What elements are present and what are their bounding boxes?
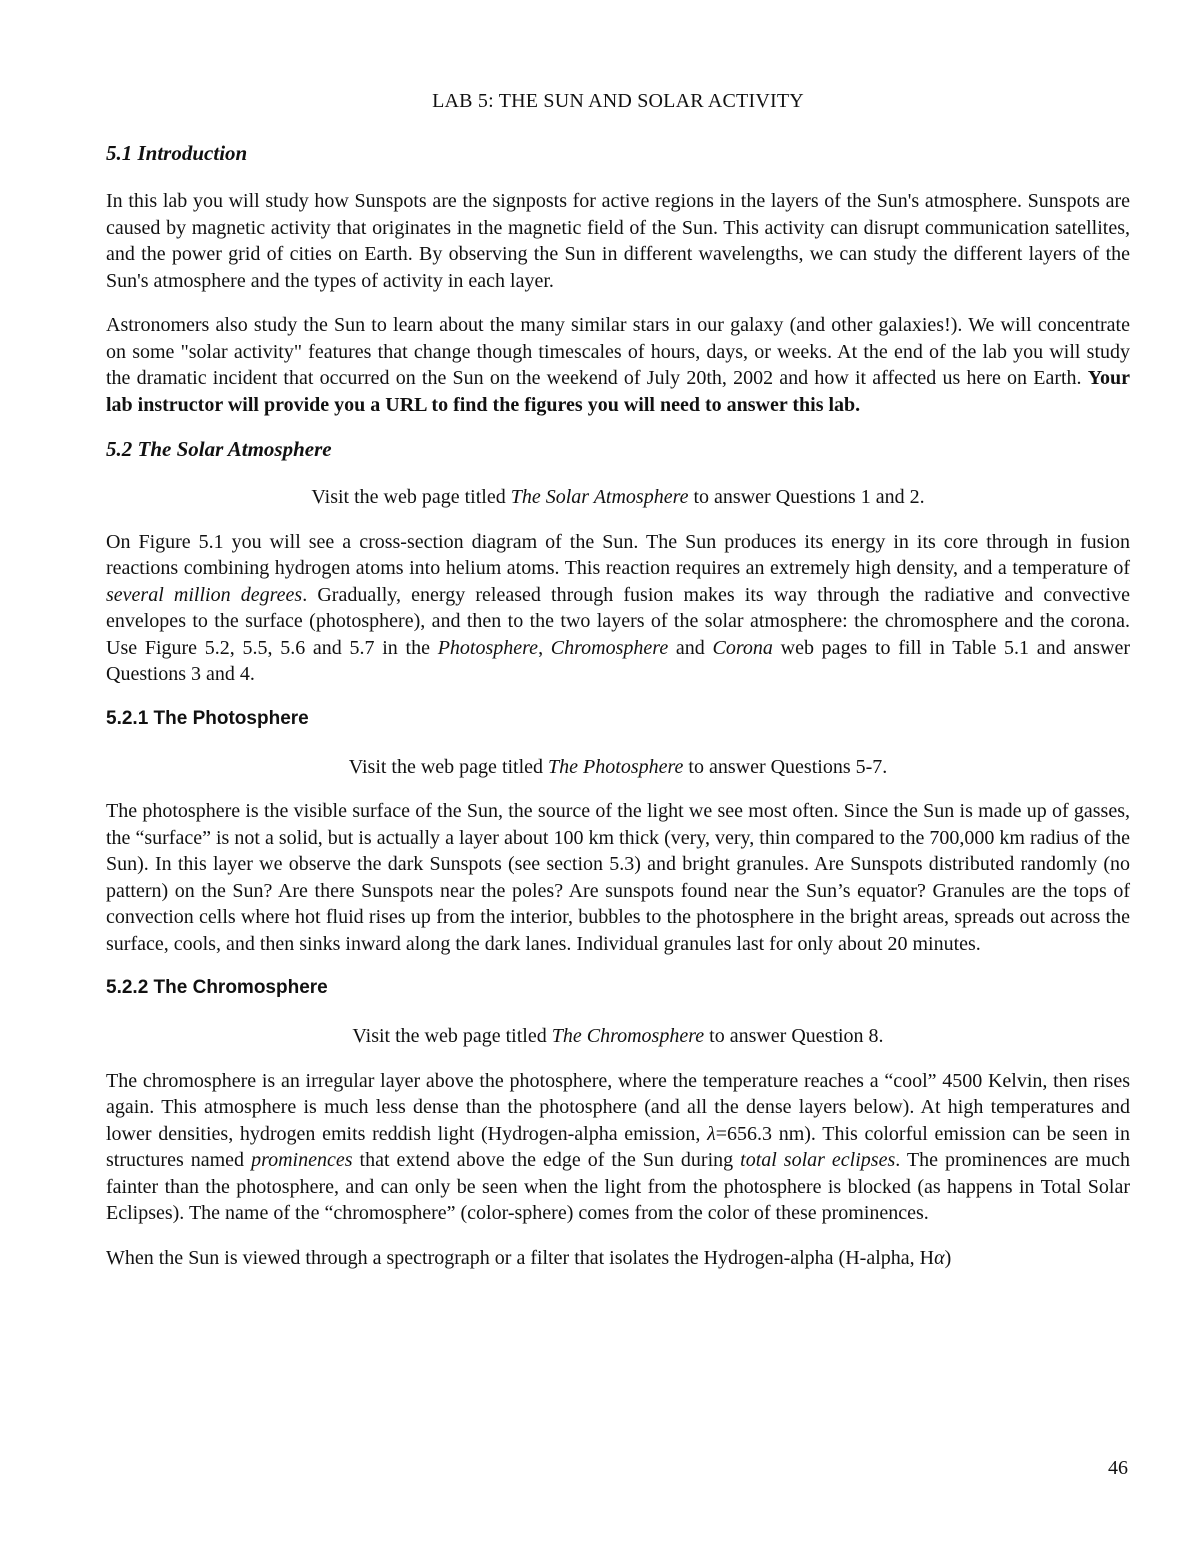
intro-paragraph-2-text: Astronomers also study the Sun to learn about the many similar stars in our galaxy (and other galaxies!). We will concentrate on some "solar activity" features that change though timescales of hours, days, or weeks. At the end of the lab you will study the dramatic incident that occurred on the Sun on the weekend of July 20th, 2002 and how it affected us here on Earth. bbox=[106, 314, 1130, 389]
text-run: ) bbox=[944, 1246, 952, 1269]
visit-text: Visit the web page titled bbox=[311, 486, 511, 508]
text-run: , bbox=[538, 636, 551, 659]
document-page bbox=[106, 88, 1130, 1289]
solar-atmosphere-paragraph bbox=[106, 529, 1130, 688]
visit-text: to answer Question 8. bbox=[704, 1025, 884, 1047]
visit-text: Visit the web page titled bbox=[348, 755, 549, 778]
visit-page-title: The Chromosphere bbox=[551, 1025, 705, 1047]
section-5-2-heading: 5.2 The Solar Atmosphere bbox=[106, 437, 332, 461]
visit-text: to answer Questions 1 and 2. bbox=[688, 486, 925, 508]
text-run: On Figure 5.1 you will see a cross-section diagram of the Sun. The Sun produces its energy in its core through in fusion reactions combining hydrogen atoms into helium atoms. This reaction requires an extremely high density, and a temperature of bbox=[106, 530, 1130, 579]
emphasis: prominences bbox=[251, 1149, 353, 1171]
emphasis: total solar eclipses bbox=[740, 1149, 896, 1171]
section-5-1-heading: 5.1 Introduction bbox=[106, 141, 248, 165]
spectrograph-paragraph bbox=[106, 1245, 1130, 1272]
section-5-2-2-visit-line bbox=[106, 1023, 1130, 1050]
section-5-2-visit-line bbox=[106, 484, 1130, 511]
intro-paragraph-2 bbox=[106, 312, 1130, 418]
visit-page-title: The Solar Atmosphere bbox=[510, 486, 689, 508]
text-run: When the Sun is viewed through a spectrograph or a filter that isolates the Hydrogen-alpha (H-alpha, H bbox=[106, 1246, 935, 1269]
section-5-2-2-heading: 5.2.2 The Chromosphere bbox=[106, 977, 328, 998]
intro-paragraph-1: In this lab you will study how Sunspots are the signposts for active regions in the layers of the Sun's atmosphere. Sunspots are caused by magnetic activity that originates in the magnetic field of the Sun. This activity can disrupt communication satellites, and the power grid of cities on Earth. By observing the Sun in different wavelengths, we can study the different layers of the Sun's atmosphere and the types of activity in each layer. bbox=[106, 190, 1130, 292]
text-run: web pages to fill in Table 5.1 and answer Questions 3 and 4. bbox=[106, 636, 1131, 685]
text-run: that extend above the edge of the Sun during bbox=[352, 1149, 741, 1171]
text-run: . The prominences are much fainter than the photosphere, and can only be seen when the light from the photosphere is blocked (as happens in Total Solar Eclipses). The name of the “chromosphere” (color-sphere) comes from the color of these prominences. bbox=[106, 1149, 1130, 1224]
page-number: 46 bbox=[1108, 1457, 1128, 1479]
intro-paragraph-2-bold: Your lab instructor will provide you a URL to find the figures you will need to answer this lab. bbox=[106, 367, 1130, 416]
alpha-symbol: α bbox=[934, 1246, 945, 1269]
emphasis: Corona bbox=[712, 636, 773, 659]
visit-text: to answer Questions 5-7. bbox=[683, 755, 888, 778]
visit-text: Visit the web page titled bbox=[352, 1025, 552, 1047]
text-run: =656.3 nm). This colorful emission can be seen in structures named bbox=[106, 1122, 1130, 1171]
photosphere-paragraph: The photosphere is the visible surface of the Sun, the source of the light we see most often. Since the Sun is made up of gasses, the “surface” is not a solid, but is actually a layer about 100 km thick (very, very, thin compared to the 700,000 km radius of the Sun). In this layer we observe the dark Sunspots (see section 5.3) and bright granules. Are Sunspots distributed randomly (no pattern) on the Sun? Are there Sunspots near the poles? Are sunspots found near the Sun’s equator? Granules are the tops of convection cells where hot fluid rises up from the interior, bubbles to the photosphere in the bright areas, spreads out across the surface, cools, and then sinks inward along the dark lanes. Individual granules last for only about 20 minutes. bbox=[106, 800, 1130, 955]
text-run: The chromosphere is an irregular layer above the photosphere, where the temperature reaches a “cool” 4500 Kelvin, then rises again. This atmosphere is much less dense than the photosphere (and all the dense layers below). At high temperatures and lower densities, hydrogen emits reddish light (Hydrogen-alpha emission, bbox=[106, 1069, 1130, 1145]
emphasis: several million degrees bbox=[106, 583, 303, 606]
text-run: and bbox=[668, 636, 713, 659]
section-5-2-1-heading: 5.2.1 The Photosphere bbox=[106, 707, 309, 729]
lambda-symbol: λ bbox=[707, 1122, 716, 1145]
emphasis: Chromosphere bbox=[550, 636, 669, 659]
chromosphere-paragraph bbox=[106, 1068, 1130, 1227]
visit-page-title: The Photosphere bbox=[548, 755, 684, 778]
text-run: . Gradually, energy released through fusion makes its way through the radiative and convective envelopes to the surface (photosphere), and then to the two layers of the solar atmosphere: the chromosphere and the corona. Use Figure 5.2, 5.5, 5.6 and 5.7 in the bbox=[106, 583, 1130, 659]
emphasis: Photosphere bbox=[437, 636, 539, 659]
section-5-2-1-visit-line bbox=[106, 754, 1130, 781]
lab-title: LAB 5: THE SUN AND SOLAR ACTIVITY bbox=[432, 90, 804, 112]
